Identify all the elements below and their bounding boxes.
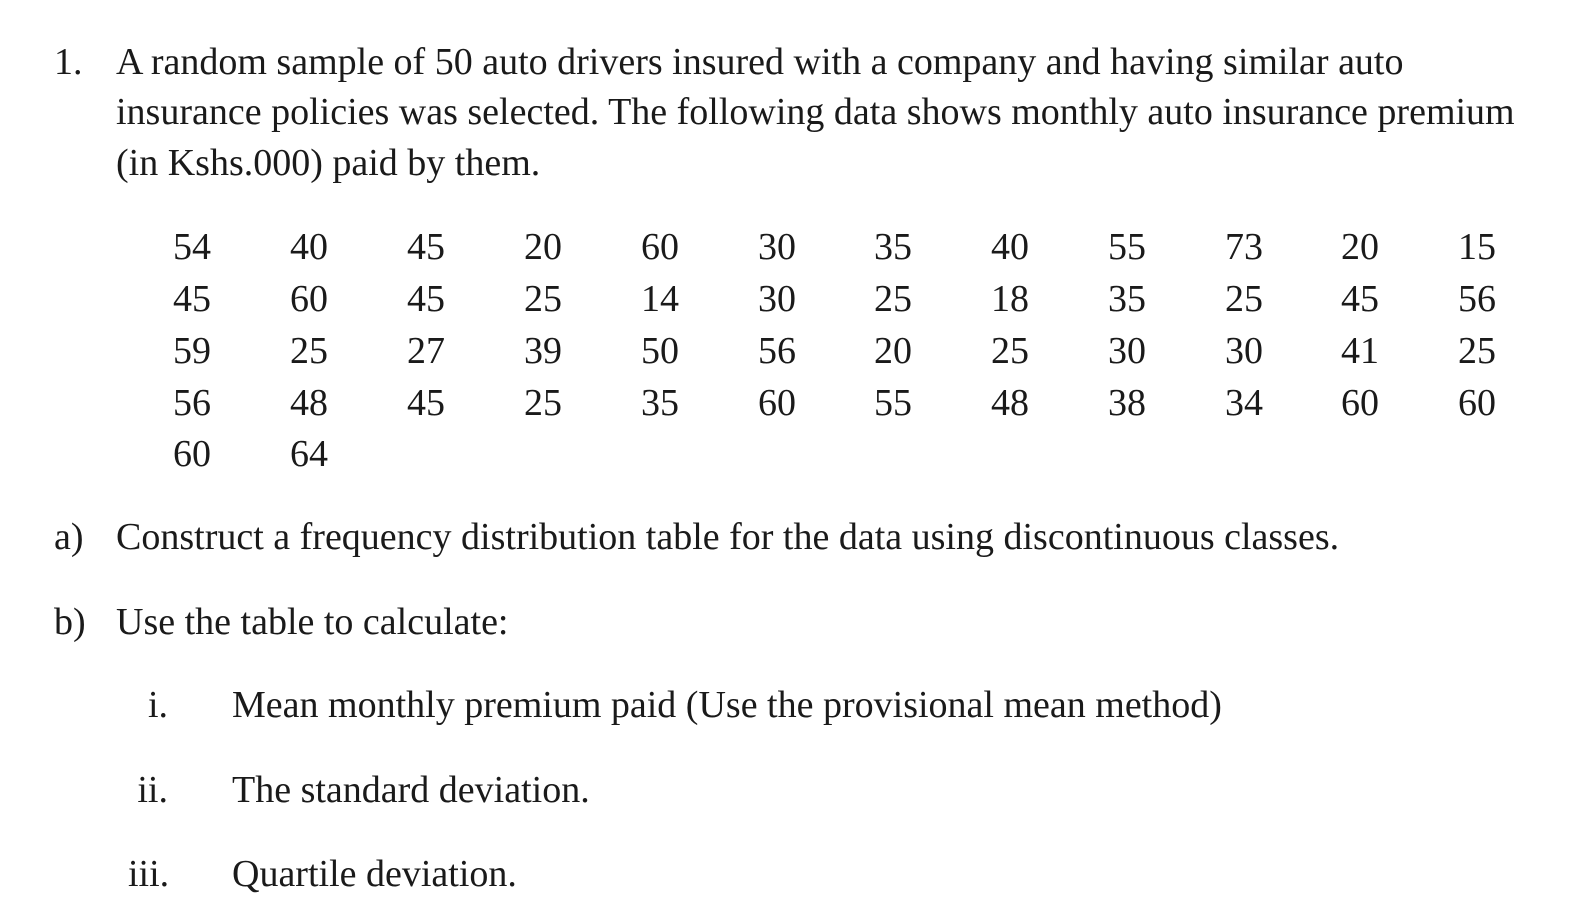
data-cell: 64 — [290, 433, 328, 475]
data-cell: 50 — [641, 330, 679, 372]
part-b-item-2-text: The standard deviation. — [232, 769, 590, 811]
data-cell: 48 — [290, 382, 328, 424]
data-cell: 25 — [1225, 278, 1263, 320]
part-a-label: a) — [54, 516, 84, 558]
data-cell: 60 — [290, 278, 328, 320]
data-cell: 30 — [758, 278, 796, 320]
data-cell: 56 — [1458, 278, 1496, 320]
data-cell: 54 — [173, 226, 211, 268]
data-cell: 55 — [874, 382, 912, 424]
data-cell: 60 — [1458, 382, 1496, 424]
data-cell: 45 — [173, 278, 211, 320]
data-cell: 38 — [1108, 382, 1146, 424]
question-text-line-1: A random sample of 50 auto drivers insured with a company and having similar auto — [116, 41, 1404, 83]
data-cell: 27 — [407, 330, 445, 372]
part-b-item-3-label: iii. — [128, 853, 170, 895]
data-cell: 25 — [290, 330, 328, 372]
part-b-label: b) — [54, 601, 86, 643]
data-cell: 45 — [407, 278, 445, 320]
data-cell: 20 — [1341, 226, 1379, 268]
data-cell: 25 — [1458, 330, 1496, 372]
data-cell: 56 — [173, 382, 211, 424]
data-cell: 25 — [874, 278, 912, 320]
data-cell: 60 — [758, 382, 796, 424]
data-cell: 25 — [524, 278, 562, 320]
data-cell: 59 — [173, 330, 211, 372]
data-cell: 55 — [1108, 226, 1146, 268]
data-cell: 56 — [758, 330, 796, 372]
question-number: 1. — [54, 41, 83, 83]
part-b-item-3-text: Quartile deviation. — [232, 853, 517, 895]
data-cell: 35 — [1108, 278, 1146, 320]
data-cell: 60 — [173, 433, 211, 475]
data-cell: 35 — [641, 382, 679, 424]
data-cell: 40 — [290, 226, 328, 268]
question-text-line-3: (in Kshs.000) paid by them. — [116, 142, 541, 184]
data-cell: 39 — [524, 330, 562, 372]
data-cell: 45 — [407, 226, 445, 268]
data-cell: 34 — [1225, 382, 1263, 424]
data-cell: 14 — [641, 278, 679, 320]
data-cell: 48 — [991, 382, 1029, 424]
data-cell: 41 — [1341, 330, 1379, 372]
data-cell: 60 — [641, 226, 679, 268]
part-b-item-1-text: Mean monthly premium paid (Use the provisional mean method) — [232, 684, 1222, 726]
question-text-line-2: insurance policies was selected. The following data shows monthly auto insurance premium — [116, 91, 1515, 133]
data-cell: 18 — [991, 278, 1029, 320]
data-cell: 15 — [1458, 226, 1496, 268]
data-cell: 45 — [407, 382, 445, 424]
data-cell: 40 — [991, 226, 1029, 268]
data-cell: 20 — [874, 330, 912, 372]
data-cell: 30 — [758, 226, 796, 268]
data-cell: 30 — [1225, 330, 1263, 372]
data-cell: 60 — [1341, 382, 1379, 424]
data-cell: 35 — [874, 226, 912, 268]
data-cell: 73 — [1225, 226, 1263, 268]
data-cell: 25 — [524, 382, 562, 424]
part-b-item-2-label: ii. — [137, 769, 168, 811]
part-a-text: Construct a frequency distribution table for the data using discontinuous classes. — [116, 516, 1340, 558]
part-b-item-1-label: i. — [147, 684, 168, 726]
part-b-text: Use the table to calculate: — [116, 601, 509, 643]
data-cell: 20 — [524, 226, 562, 268]
data-cell: 45 — [1341, 278, 1379, 320]
data-cell: 30 — [1108, 330, 1146, 372]
data-cell: 25 — [991, 330, 1029, 372]
